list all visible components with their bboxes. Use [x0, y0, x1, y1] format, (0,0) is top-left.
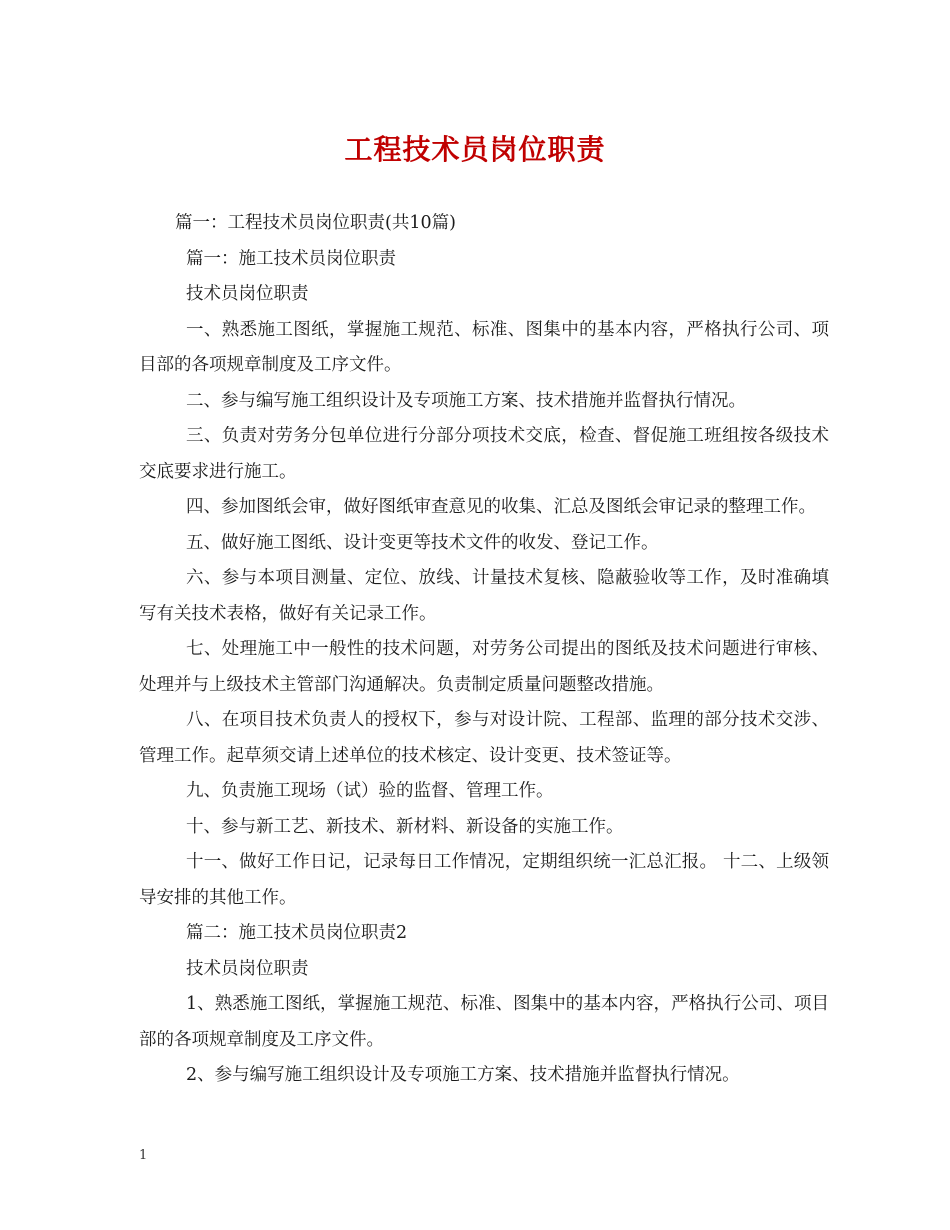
paragraph: 1、熟悉施工图纸，掌握施工规范、标准、图集中的基本内容，严格执行公司、项目部的各项规章制度及工序文件。	[139, 994, 829, 1050]
paragraph: 篇二：施工技术员岗位职责2	[186, 923, 408, 943]
paragraph: 一、熟悉施工图纸，掌握施工规范、标准、图集中的基本内容，严格执行公司、项目部的各项规章制度及工序文件。	[139, 319, 829, 375]
paragraph: 技术员岗位职责	[186, 958, 309, 979]
document-body	[139, 206, 829, 1094]
page-number: 1	[139, 1148, 148, 1163]
paragraph: 三、负责对劳务分包单位进行分部分项技术交底，检查、督促施工班组按各级技术交底要求进行施工。	[139, 426, 829, 482]
paragraph: 七、处理施工中一般性的技术问题，对劳务公司提出的图纸及技术问题进行审核、处理并与上级技术主管部门沟通解决。负责制定质量问题整改措施。	[139, 639, 829, 695]
paragraph: 八、在项目技术负责人的授权下，参与对设计院、工程部、监理的部分技术交涉、管理工作。起草须交请上述单位的技术核定、设计变更、技术签证等。	[139, 710, 829, 766]
paragraph: 五、做好施工图纸、设计变更等技术文件的收发、登记工作。	[186, 532, 659, 553]
paragraph: 篇一：施工技术员岗位职责	[186, 248, 396, 269]
paragraph: 二、参与编写施工组织设计及专项施工方案、技术措施并监督执行情况。	[186, 390, 746, 411]
paragraph: 九、负责施工现场（试）验的监督、管理工作。	[186, 781, 554, 801]
paragraph: 六、参与本项目测量、定位、放线、计量技术复核、隐蔽验收等工作，及时准确填写有关技术表格，做好有关记录工作。	[139, 568, 829, 624]
paragraph: 四、参加图纸会审，做好图纸审查意见的收集、汇总及图纸会审记录的整理工作。	[186, 497, 816, 517]
paragraph: 十一、做好工作日记，记录每日工作情况，定期组织统一汇总汇报。 十二、上级领导安排的其他工作。	[139, 852, 829, 908]
paragraph: 2、参与编写施工组织设计及专项施工方案、技术措施并监督执行情况。	[186, 1065, 740, 1085]
document-title: 工程技术员岗位职责	[344, 133, 606, 166]
paragraph: 技术员岗位职责	[186, 284, 309, 304]
paragraph: 十、参与新工艺、新技术、新材料、新设备的实施工作。	[186, 816, 624, 837]
paragraph: 篇一：工程技术员岗位职责(共10篇)	[175, 213, 456, 233]
